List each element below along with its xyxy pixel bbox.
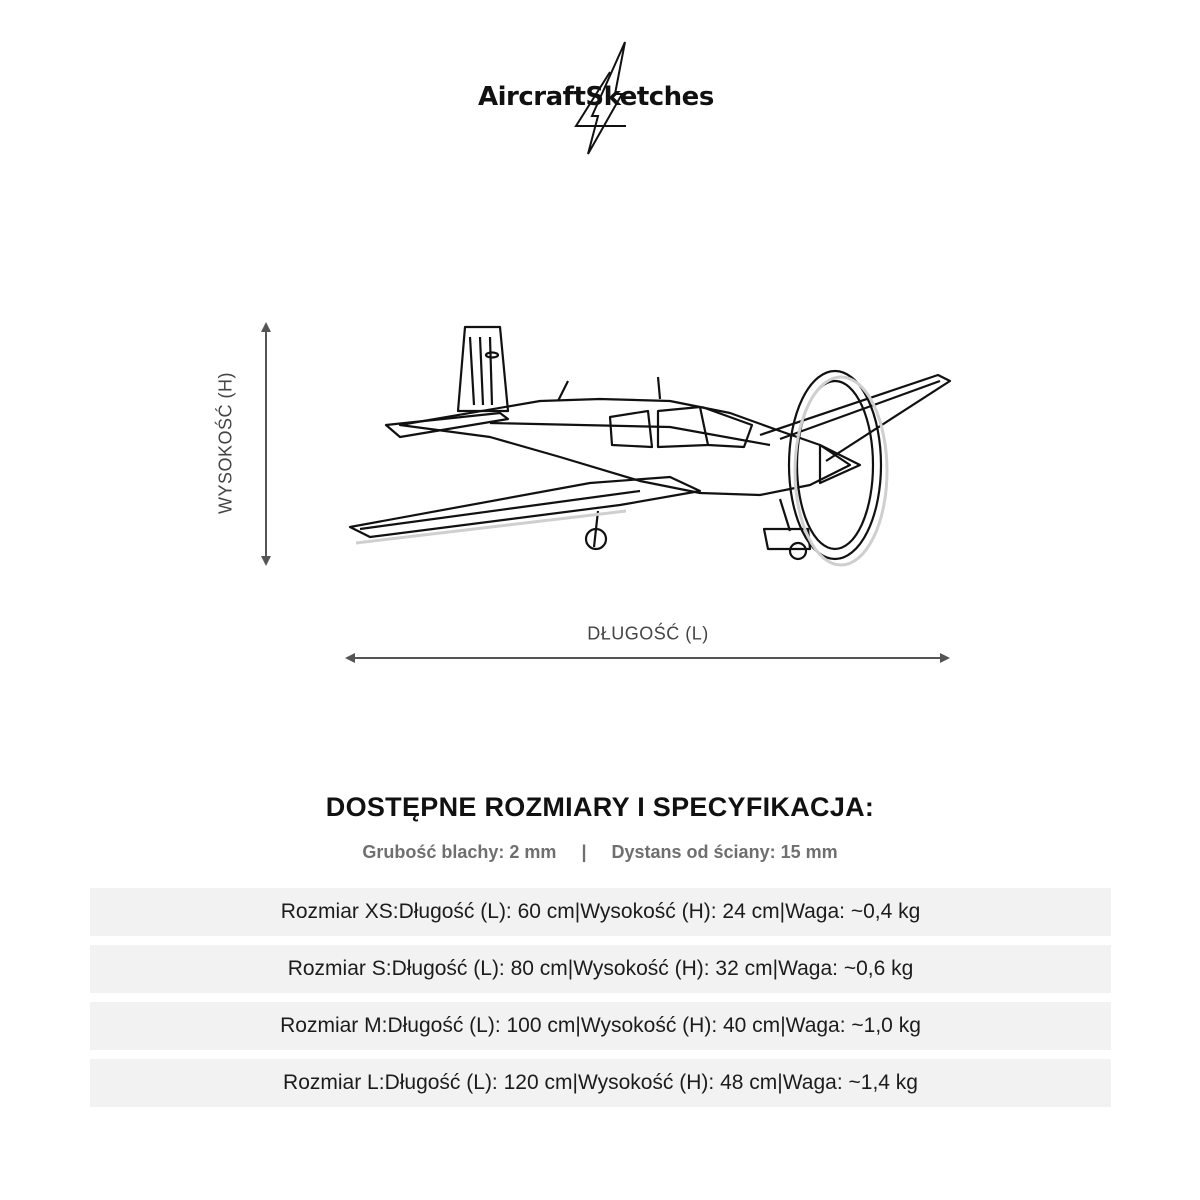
length-dimension-arrow <box>345 646 950 670</box>
length-value: Długość (L): 100 cm <box>387 1014 576 1037</box>
weight-value: Waga: ~1,4 kg <box>782 1071 918 1094</box>
row-separator: | <box>572 1071 578 1094</box>
height-dimension-arrow <box>246 322 286 566</box>
size-label: Rozmiar M: <box>280 1014 388 1037</box>
length-value: Długość (L): 60 cm <box>398 900 575 923</box>
length-value: Długość (L): 80 cm <box>391 957 568 980</box>
specs-subtitle <box>0 842 1200 863</box>
thickness-text: Grubość blachy: 2 mm <box>362 842 557 862</box>
height-label: WYSOKOŚĆ (H) <box>215 371 236 515</box>
length-value: Długość (L): 120 cm <box>384 1071 573 1094</box>
size-label: Rozmiar XS: <box>280 900 399 923</box>
weight-value: Waga: ~1,0 kg <box>785 1014 921 1037</box>
subtitle-separator: | <box>581 842 587 862</box>
size-label: Rozmiar L: <box>283 1071 385 1094</box>
row-separator: | <box>779 900 786 923</box>
size-row-s <box>90 945 1111 993</box>
row-separator: | <box>772 957 779 980</box>
distance-text: Dystans od ściany: 15 mm <box>611 842 838 862</box>
logo-text: AircraftSketches <box>478 82 714 112</box>
row-separator: | <box>574 900 581 923</box>
size-row-xs <box>90 888 1111 936</box>
weight-value: Waga: ~0,6 kg <box>778 957 914 980</box>
brand-logo <box>470 36 730 160</box>
specs-title: DOSTĘPNE ROZMIARY I SPECYFIKACJA: <box>325 792 875 822</box>
row-separator: | <box>575 1014 581 1037</box>
size-row-l <box>90 1059 1111 1107</box>
row-separator: | <box>777 1071 783 1094</box>
row-separator: | <box>780 1014 786 1037</box>
height-value: Wysokość (H): 40 cm <box>580 1014 781 1037</box>
height-value: Wysokość (H): 24 cm <box>580 900 780 923</box>
length-label: DŁUGOŚĆ (L) <box>587 623 709 644</box>
sizes-table <box>90 888 1111 1116</box>
row-separator: | <box>567 957 574 980</box>
weight-value: Waga: ~0,4 kg <box>785 900 921 923</box>
height-value: Wysokość (H): 48 cm <box>577 1071 778 1094</box>
airplane-sketch-icon <box>340 315 960 585</box>
size-label: Rozmiar S: <box>287 957 392 980</box>
height-value: Wysokość (H): 32 cm <box>573 957 773 980</box>
size-row-m <box>90 1002 1111 1050</box>
